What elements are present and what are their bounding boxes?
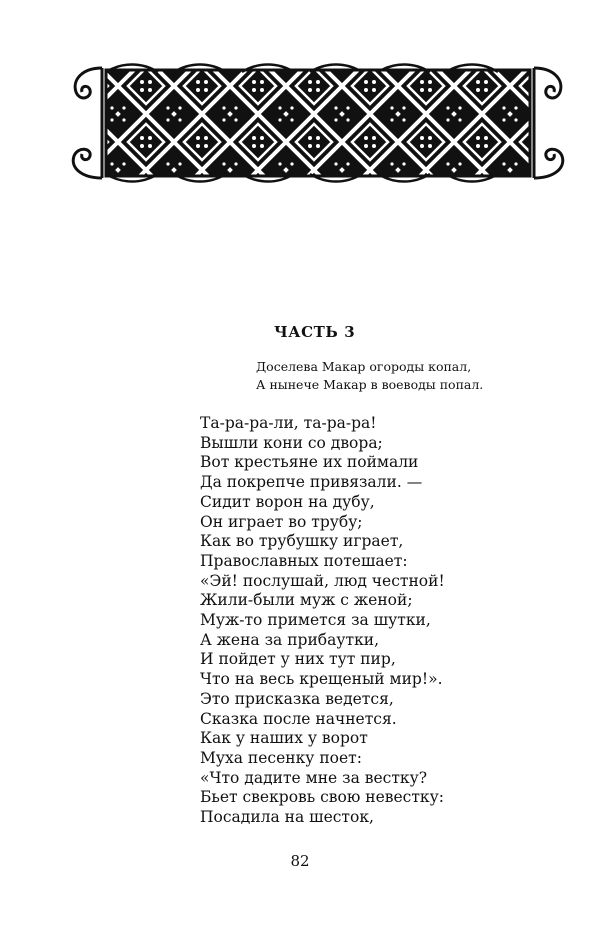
- celtic-knot-ornament-icon: [62, 58, 574, 188]
- poem-line: Вышли кони со двора;: [200, 433, 383, 452]
- part-title: ЧАСТЬ 3: [274, 323, 356, 341]
- poem-line: А жена за прибаутки,: [200, 630, 380, 649]
- poem-line: Как во трубушку играет,: [200, 532, 404, 551]
- poem-line: Сказка после начнется.: [200, 709, 397, 728]
- poem-line: И пойдет у них тут пир,: [200, 650, 396, 669]
- poem-line: Муж-то примется за шутки,: [200, 611, 431, 630]
- poem-line: Та-ра-ра-ли, та-ра-ра!: [200, 414, 377, 432]
- poem-line: «Эй! послушай, люд честной!: [200, 571, 445, 590]
- epigraph-line: Доселева Макар огороды копал,: [256, 359, 472, 374]
- poem-line: Посадила на шесток,: [200, 808, 374, 827]
- poem-line: Жили-были муж с женой;: [200, 591, 413, 610]
- poem-line: Муха песенку поет:: [200, 748, 362, 767]
- poem-line: Сидит ворон на дубу,: [200, 492, 375, 511]
- poem-line: «Что дадите мне за вестку?: [200, 768, 428, 787]
- poem-line: Да покрепче привязали. —: [200, 473, 423, 492]
- epigraph-line: А нынече Макар в воеводы попал.: [256, 377, 484, 392]
- poem-line: Как у наших у ворот: [200, 729, 368, 748]
- poem-line: Бьет свекровь свою невестку:: [200, 788, 444, 807]
- poem-line: Это присказка ведется,: [200, 689, 394, 708]
- page-number: 82: [290, 852, 310, 870]
- poem-line: Он играет во трубу;: [200, 512, 363, 531]
- poem-text: [200, 414, 445, 828]
- poem-line: Что на весь крещеный мир!».: [200, 670, 443, 689]
- poem-line: Вот крестьяне их поймали: [200, 453, 419, 472]
- epigraph: [256, 358, 483, 394]
- poem-line: Православных потешает:: [200, 551, 408, 570]
